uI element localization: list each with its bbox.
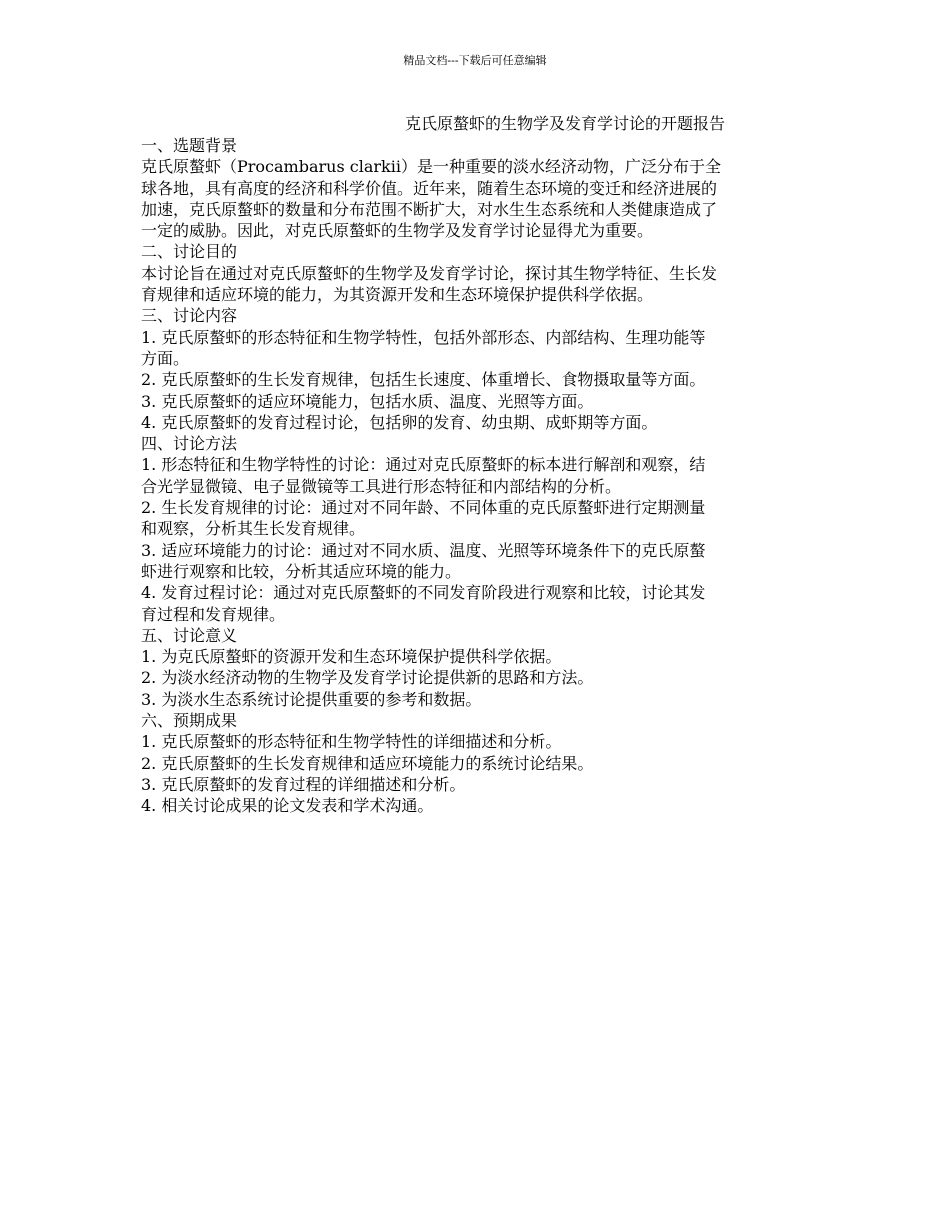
- list-item-line: 2. 生长发育规律的讨论：通过对不同年龄、不同体重的克氏原螯虾进行定期测量: [141, 498, 706, 518]
- section-heading-outcomes: 六、预期成果: [141, 711, 238, 731]
- list-item-line: 2. 克氏原螯虾的生长发育规律和适应环境能力的系统讨论结果。: [141, 753, 594, 773]
- list-item-line: 1. 为克氏原螯虾的资源开发和生态环境保护提供科学依据。: [141, 647, 562, 667]
- list-item-line: 2. 克氏原螯虾的生长发育规律，包括生长速度、体重增长、食物摄取量等方面。: [141, 370, 706, 390]
- list-item-line: 3. 克氏原螯虾的发育过程的详细描述和分析。: [141, 774, 466, 794]
- paragraph-line: 本讨论旨在通过对克氏原螯虾的生物学及发育学讨论，探讨其生物学特征、生长发: [141, 263, 718, 283]
- paragraph-line: 育规律和适应环境的能力，为其资源开发和生态环境保护提供科学依据。: [141, 285, 654, 305]
- list-item-line: 4. 克氏原螯虾的发育过程讨论，包括卵的发育、幼虫期、成虾期等方面。: [141, 412, 658, 432]
- list-item-line: 虾进行观察和比较，分析其适应环境的能力。: [141, 561, 462, 581]
- paragraph-line: 克氏原螯虾（Procambarus clarkii）是一种重要的淡水经济动物，广泛分布于全: [141, 157, 721, 177]
- list-item-line: 育过程和发育规律。: [141, 604, 286, 624]
- section-heading-methods: 四、讨论方法: [141, 434, 238, 454]
- section-heading-purpose: 二、讨论目的: [141, 242, 238, 262]
- document-title: 克氏原螯虾的生物学及发育学讨论的开题报告: [404, 114, 725, 133]
- section-heading-significance: 五、讨论意义: [141, 625, 238, 645]
- document-body: [141, 135, 813, 817]
- page-header: 精品文档---下载后可任意编辑: [403, 54, 547, 67]
- list-item-line: 3. 适应环境能力的讨论：通过对不同水质、温度、光照等环境条件下的克氏原螯: [141, 540, 706, 560]
- section-heading-background: 一、选题背景: [141, 136, 238, 155]
- list-item-line: 方面。: [141, 348, 190, 368]
- list-item-line: 1. 形态特征和生物学特性的讨论：通过对克氏原螯虾的标本进行解剖和观察，结: [141, 455, 706, 475]
- list-item-line: 1. 克氏原螯虾的形态特征和生物学特性，包括外部形态、内部结构、生理功能等: [141, 327, 706, 347]
- list-item-line: 和观察，分析其生长发育规律。: [141, 519, 366, 539]
- paragraph-line: 球各地，具有高度的经济和科学价值。近年来，随着生态环境的变迁和经济进展的: [141, 178, 718, 198]
- paragraph-line: 一定的威胁。因此，对克氏原螯虾的生物学及发育学讨论显得尤为重要。: [141, 221, 654, 241]
- list-item-line: 3. 为淡水生态系统讨论提供重要的参考和数据。: [141, 689, 482, 709]
- list-item-line: 3. 克氏原螯虾的适应环境能力，包括水质、温度、光照等方面。: [141, 391, 594, 411]
- list-item-line: 4. 发育过程讨论：通过对克氏原螯虾的不同发育阶段进行观察和比较，讨论其发: [141, 583, 706, 603]
- list-item-line: 1. 克氏原螯虾的形态特征和生物学特性的详细描述和分析。: [141, 732, 562, 752]
- section-heading-content: 三、讨论内容: [141, 306, 238, 326]
- list-item-line: 4. 相关讨论成果的论文发表和学术沟通。: [141, 796, 434, 816]
- paragraph-line: 加速，克氏原螯虾的数量和分布范围不断扩大，对水生生态系统和人类健康造成了: [141, 199, 718, 219]
- list-item-line: 合光学显微镜、电子显微镜等工具进行形态特征和内部结构的分析。: [141, 476, 622, 496]
- list-item-line: 2. 为淡水经济动物的生物学及发育学讨论提供新的思路和方法。: [141, 668, 594, 688]
